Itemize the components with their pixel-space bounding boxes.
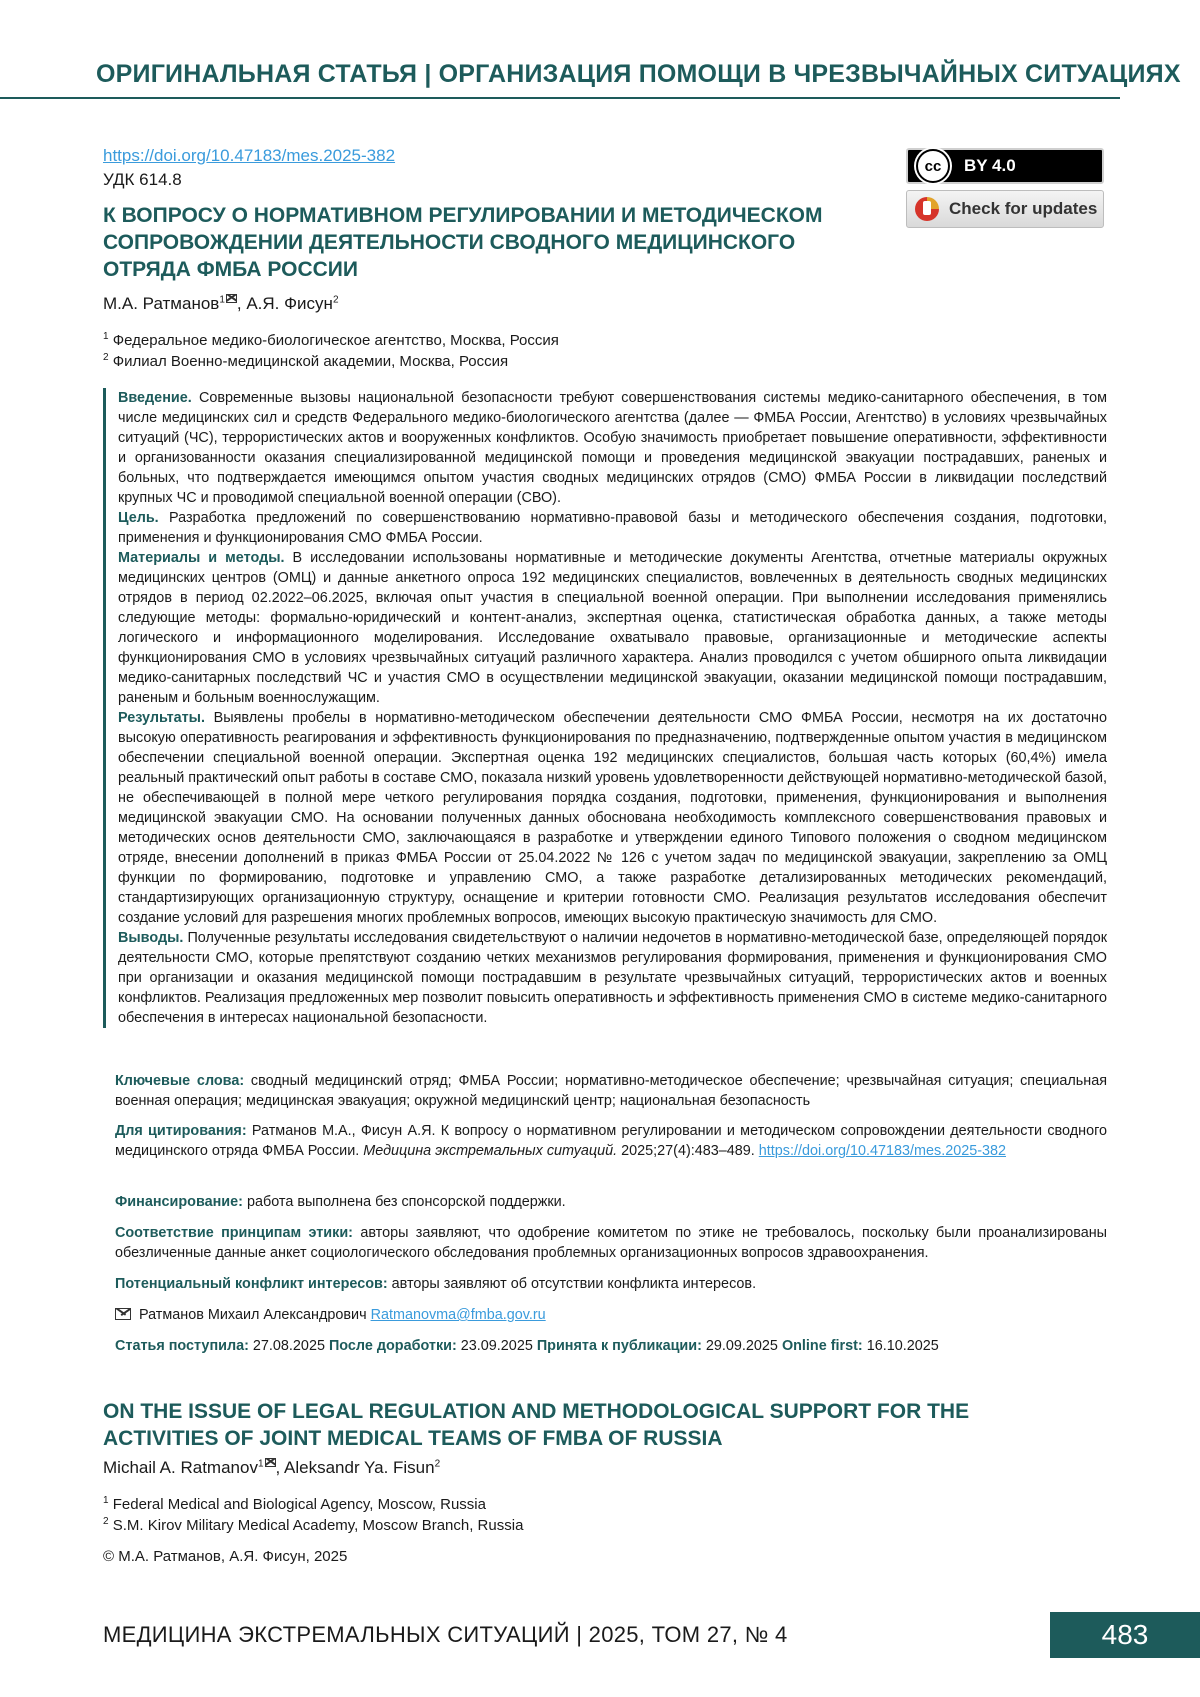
author-name: М.А. Ратманов — [103, 294, 220, 313]
affiliations-en — [103, 1494, 523, 1536]
running-header — [96, 60, 1181, 99]
abstract-text: Современные вызовы национальной безопасности требуют совершенствования системы медико-санитарного обеспечения, в том числе медицинских сил и средств Федерального медико-биологического агентства (далее — ФМБА России, Агентство) в условиях чрезвычайных ситуаций (ЧС), террористических актов и вооруженных конфликтов. Особую значимость приобретает повышение оперативности, эффективности и организованности оказания специализированной медицинской помощи и проведения медицинской эвакуации пострадавших, раненых и больных, что подтверждается имеющимся опытом участия сводных медицинских отрядов (СМО) ФМБА России в ликвидации последствий крупных ЧС и проводимой специальной военной операции (СВО). — [118, 390, 1107, 506]
author-separator: , — [236, 294, 247, 313]
envelope-icon — [115, 1308, 131, 1320]
abstract-methods — [118, 548, 1107, 708]
article-title-ru: К ВОПРОСУ О НОРМАТИВНОМ РЕГУЛИРОВАНИИ И МЕТОДИЧЕСКОМ СОПРОВОЖДЕНИИ ДЕЯТЕЛЬНОСТИ СВОДНОГО МЕДИЦИНСКОГО ОТРЯДА ФМБА РОССИИ — [103, 204, 823, 281]
article-title-en: ON THE ISSUE OF LEGAL REGULATION AND METHODOLOGICAL SUPPORT FOR THE ACTIVITIES OF JOINT MEDICAL TEAMS OF FMBA OF RUSSIA — [103, 1400, 970, 1450]
author-affil-num: 1 — [257, 1458, 264, 1470]
affiliation-num: 1 — [103, 331, 109, 342]
accepted-label: Принята к публикации: — [536, 1338, 702, 1354]
affiliation-num: 2 — [103, 1516, 109, 1527]
conflict-label: Потенциальный конфликт интересов: — [115, 1276, 388, 1292]
accepted-date: 29.09.2025 — [705, 1338, 778, 1354]
abstract-label: Введение. — [118, 390, 192, 406]
abstract-label: Цель. — [118, 510, 159, 526]
online-first-label: Online first: — [781, 1338, 863, 1354]
keywords-label: Ключевые слова: — [115, 1073, 245, 1089]
journal-footer: МЕДИЦИНА ЭКСТРЕМАЛЬНЫХ СИТУАЦИЙ | 2025, ТОМ 27, № 4 — [103, 1622, 788, 1647]
citation-text: Ратманов М.А., Фисун А.Я. К вопросу о нормативном регулировании и методическом сопровождении деятельности сводного медицинского отряда ФМБА России. — [115, 1123, 1108, 1159]
abstract-text: Разработка предложений по совершенствованию нормативно-правовой базы и методического обеспечения создания, подготовки, применения и функционирования СМО ФМБА России. — [118, 510, 1107, 546]
received-date: 27.08.2025 — [252, 1338, 325, 1354]
correspondence — [115, 1305, 1107, 1325]
author-separator: , — [275, 1458, 285, 1477]
funding — [115, 1192, 1107, 1212]
author-affil-num: 2 — [434, 1458, 441, 1470]
ethics-label: Соответствие принципам этики: — [115, 1225, 353, 1241]
check-for-updates-badge[interactable] — [906, 190, 1104, 228]
author-affil-num: 1 — [219, 294, 225, 306]
author-affil-num: 2 — [332, 294, 339, 306]
abstract-goal — [118, 508, 1107, 548]
citation-journal: Медицина экстремальных ситуаций. — [363, 1143, 618, 1159]
copyright: © М.А. Ратманов, А.Я. Фисун, 2025 — [103, 1548, 348, 1565]
abstract-text: Выявлены пробелы в нормативно-методическом обеспечении деятельности СМО ФМБА России, несмотря на их достаточно высокую оперативность реагирования и эффективность функционирования по предназначению, подтвержденные опытом участия в медицинском обеспечении специальной военной операции. Экспертная оценка 192 медицинских специалистов, большая часть которых (60,4%) имела реальный практический опыт работы в составе СМО, показала низкий уровень удовлетворенности действующей нормативно-методической базой, не обеспечивающей в полной мере четкого регулирования порядка создания, подготовки, применения, функционирования и выполнения медицинской эвакуации СМО. На основании полученных данных обоснована необходимость комплексного совершенствования правовых и методических основ деятельности СМО, заключающаяся в разработке и утверждении единого Типового положения о сводном медицинском отряде, внесении дополнений в приказ ФМБА России от 25.04.2022 № 126 с учетом задач по медицинской эвакуации, закреплению за ОМЦ функции по формированию, подготовке и управлению СМО, а также разработке детализированных методических рекомендаций, стандартизирующих организационную структуру, оснащение и критерии готовности СМО. Реализация результатов исследования обеспечит создание условий для разрешения многих проблемных вопросов, имеющих высокую практическую значимость для СМО. — [118, 710, 1108, 926]
ethics-text: авторы заявляют, что одобрение комитетом по этике не требовалось, поскольку были проанализированы обезличенные данные анкет социологического обследования проблемных организационных вопросов здравоохранения. — [115, 1225, 1107, 1261]
keywords — [115, 1071, 1107, 1111]
affiliation-text: Филиал Военно-медицинской академии, Москва, Россия — [112, 353, 509, 370]
affiliation — [103, 330, 559, 351]
revised-date: 23.09.2025 — [460, 1338, 533, 1354]
conflict-text: авторы заявляют об отсутствии конфликта интересов. — [391, 1276, 757, 1292]
crossmark-icon — [915, 197, 939, 221]
authors-ru — [103, 294, 339, 314]
abstract-intro — [118, 388, 1107, 508]
author-name: Aleksandr Ya. Fisun — [284, 1458, 435, 1477]
citation-details: 2025;27(4):483–489. — [621, 1143, 755, 1159]
conflict-of-interest — [115, 1274, 1107, 1294]
abstract-results — [118, 708, 1107, 928]
header-rule — [0, 97, 1120, 99]
affiliation-text: S.M. Kirov Military Medical Academy, Moscow Branch, Russia — [112, 1517, 524, 1534]
authors-en — [103, 1458, 440, 1478]
author-name: Michail A. Ratmanov — [103, 1458, 258, 1477]
online-first-date: 16.10.2025 — [866, 1338, 939, 1354]
section-title: ОРИГИНАЛЬНАЯ СТАТЬЯ | ОРГАНИЗАЦИЯ ПОМОЩИ В ЧРЕЗВЫЧАЙНЫХ СИТУАЦИЯХ — [96, 60, 1181, 88]
abstract-label: Материалы и методы. — [118, 550, 285, 566]
affiliation-text: Federal Medical and Biological Agency, Moscow, Russia — [112, 1496, 486, 1513]
ethics — [115, 1223, 1107, 1263]
page-number: 483 — [1050, 1612, 1200, 1658]
affiliation — [103, 1515, 523, 1536]
abstract-label: Выводы. — [118, 930, 184, 946]
affiliation-num: 1 — [103, 1495, 109, 1506]
envelope-icon — [265, 1458, 276, 1467]
revised-label: После доработки: — [328, 1338, 457, 1354]
affiliation-text: Федеральное медико-биологическое агентство, Москва, Россия — [112, 332, 559, 349]
correspondence-name: Ратманов Михаил Александрович — [139, 1307, 367, 1323]
citation-doi-link[interactable]: https://doi.org/10.47183/mes.2025-382 — [758, 1143, 1007, 1159]
article-dates — [115, 1336, 1107, 1356]
envelope-icon — [226, 294, 237, 303]
doi-link[interactable]: https://doi.org/10.47183/mes.2025-382 — [103, 146, 396, 165]
received-label: Статья поступила: — [115, 1338, 249, 1354]
abstract-text: В исследовании использованы нормативные и методические документы Агентства, отчетные материалы окружных медицинских центров (ОМЦ) и данные анкетного опроса 192 медицинских специалистов, вовлеченных в деятельность сводных медицинских отрядов в период 02.2022–06.2025, включая опыт участия в специальной военной операции. При выполнении исследования применялись следующие методы: формально-юридический и контент-анализ, экспертная оценка, статистическая обработка данных, а также методы логического и информационного моделирования. Исследование охватывало правовые, организационные и методические аспекты функционирования СМО в условиях чрезвычайных ситуаций различного характера. Анализ проводился с учетом обширного опыта ликвидации медико-санитарных последствий ЧС и участия СМО в осуществлении медицинской эвакуации, оказании медицинской помощи пострадавшим, раненым и больным военнослужащим. — [118, 550, 1108, 706]
affiliation — [103, 351, 559, 372]
udk-code: УДК 614.8 — [103, 170, 182, 189]
author-name: А.Я. Фисун — [246, 294, 333, 313]
license-label: BY 4.0 — [964, 156, 1016, 175]
abstract-conclusions — [118, 928, 1107, 1028]
affiliations-ru — [103, 330, 559, 372]
funding-text: работа выполнена без спонсорской поддержки. — [246, 1194, 566, 1210]
check-updates-label: Check for updates — [949, 199, 1098, 218]
funding-label: Финансирование: — [115, 1194, 243, 1210]
affiliation — [103, 1494, 523, 1515]
cc-icon: cc — [916, 149, 950, 183]
citation — [115, 1121, 1107, 1161]
citation-label: Для цитирования: — [115, 1123, 247, 1139]
abstract-label: Результаты. — [118, 710, 205, 726]
cc-license-badge[interactable] — [906, 148, 1104, 184]
abstract-text: Полученные результаты исследования свидетельствуют о наличии недочетов в нормативно-методической базе, определяющей порядок деятельности СМО, которые препятствуют созданию четких механизмов регулирования формирования, применения и функционирования СМО при организации и оказания медицинской помощи пострадавшим в результате чрезвычайных ситуаций, террористических актов и военных конфликтов. Реализация предложенных мер позволит повысить оперативность и эффективность применения СМО в системе медико-санитарного обеспечения в интересах национальной безопасности. — [118, 930, 1108, 1026]
keywords-text: сводный медицинский отряд; ФМБА России; нормативно-методическое обеспечение; чрезвычайная ситуация; специальная военная операция; медицинская эвакуация; окружной медицинский центр; национальная безопасность — [115, 1073, 1107, 1109]
correspondence-email-link[interactable]: Ratmanovma@fmba.gov.ru — [370, 1307, 546, 1323]
abstract — [103, 388, 1107, 1028]
affiliation-num: 2 — [103, 352, 109, 363]
